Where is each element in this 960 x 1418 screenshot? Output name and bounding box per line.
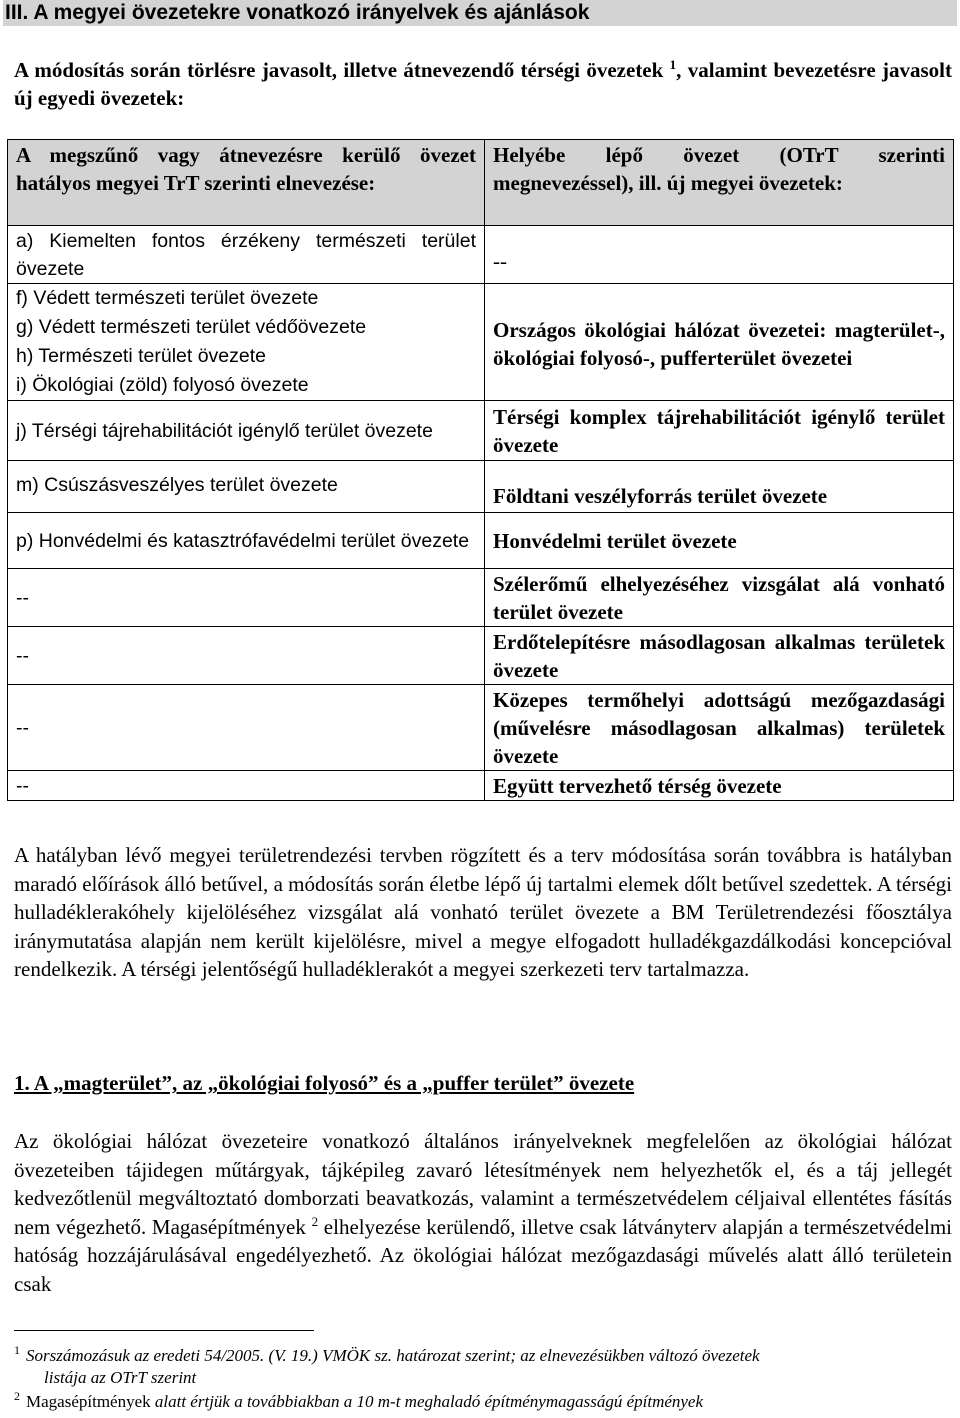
table-row — [8, 461, 954, 513]
table-row — [8, 771, 954, 801]
zone-table — [7, 139, 954, 801]
table-cell-new-zone: Erdőtelepítésre másodlagosan alkalmas területek övezete — [485, 627, 954, 685]
paragraph-1: A hatályban lévő megyei területrendezési tervben rögzített és a terv módosítása során továbbra is hatályban maradó előírások álló betűvel, a módosítás során életbe lépő új tartalmi elemek dőlt betűvel szedettek. A térségi hulladéklerakóhely kijelöléséhez vizsgálat alá vonható terület övezete a BM Területrendezési főosztálya iránymutatása alapján nem került kijelölésre, mivel a megye elfogadott hulladékgazdálkodási koncepcióval rendelkezik. A térségi jelentőségű hulladéklerakót a megyei szerkezeti terv tartalmazza. — [14, 843, 952, 981]
paragraph-2-text-before: Az ökológiai hálózat övezeteire vonatkozó általános irányelveknek megfelelően az ökológiai hálózat övezeteiben tájidegen műtárgyak, tájképileg zavaró létesítmények nem helyezhetők el, és a táj jellegét kedvezőtlenül megváltoztató domborzati beavatkozás, valamint a természetvédelem céljaival ellentétes fásítás nem végezhető. Magasépítmények — [14, 1129, 952, 1239]
table-cell-old-zone: -- — [8, 685, 485, 771]
table-cell-new-zone: Földtani veszélyforrás terület övezete — [485, 461, 954, 513]
table-cell-old-zone: m) Csúszásveszélyes terület övezete — [8, 461, 485, 513]
footnote-continuation: listája az OTrT szerint — [44, 1368, 197, 1387]
table-header-row — [8, 140, 954, 226]
footnote-text: Sorszámozásuk az eredeti 54/2005. (V. 19.) VMÖK sz. határozat szerint; az elnevezésükben változó övezetek — [26, 1346, 760, 1365]
table-cell-old-zone: f) Védett természeti terület övezete g) Védett természeti terület védőövezete h) Természeti terület övezete i) Ökológiai (zöld) folyosó övezete — [8, 284, 485, 401]
table-cell-new-zone: Országos ökológiai hálózat övezetei: magterület-, ökológiai folyosó-, pufferterület övezetei — [485, 284, 954, 401]
table-cell-old-zone: p) Honvédelmi és katasztrófavédelmi terület övezete — [8, 513, 485, 569]
table-cell-old-zone: j) Térségi tájrehabilitációt igénylő terület övezete — [8, 401, 485, 461]
section-heading: III. A megyei övezetekre vonatkozó irányelvek és ajánlások — [3, 0, 957, 26]
intro-text-before: A módosítás során törlésre javasolt, illetve átnevezendő térségi övezetek — [14, 58, 664, 82]
table-cell-old-zone: a) Kiemelten fontos érzékeny természeti terület övezete — [8, 226, 485, 284]
footnote-number: 1 — [14, 1343, 20, 1358]
table-row — [8, 569, 954, 627]
footnote-2 — [14, 1391, 952, 1413]
table-header-right: Helyébe lépő övezet (OTrT szerinti megnevezéssel), ill. új megyei övezetek: — [485, 140, 954, 226]
table-cell-new-zone: Honvédelmi terület övezete — [485, 513, 954, 569]
table-cell-new-zone: Térségi komplex tájrehabilitációt igénylő terület övezete — [485, 401, 954, 461]
table-header-left: A megszűnő vagy átnevezésre kerülő övezet hatályos megyei TrT szerinti elnevezése: — [8, 140, 485, 226]
table-row — [8, 226, 954, 284]
paragraph-2 — [14, 1127, 952, 1298]
subsection-title: 1. A „magterület”, az „ökológiai folyosó” és a „puffer terület” övezete — [14, 1071, 635, 1095]
table-cell-new-zone: -- — [485, 226, 954, 284]
footnote-lead: Magasépítmények — [26, 1392, 151, 1411]
table-cell-new-zone: Szélerőmű elhelyezéséhez vizsgálat alá vonható terület övezete — [485, 569, 954, 627]
footnote-ref-1[interactable]: 1 — [669, 57, 677, 72]
paragraph-2-text-after: elhelyezése kerülendő, illetve csak látványterv alapján a természetvédelmi hatóság hozzájárulásával engedélyezhető. Az ökológiai hálózat mezőgazdasági művelés alatt álló területein csak — [14, 1214, 952, 1296]
table-cell-new-zone: Együtt tervezhető térség övezete — [485, 771, 954, 801]
footnote-1 — [14, 1345, 952, 1389]
table-cell-old-zone: -- — [8, 771, 485, 801]
table-cell-new-zone: Közepes termőhelyi adottságú mezőgazdasági (művelésre másodlagosan alkalmas) területek övezete — [485, 685, 954, 771]
table-cell-old-zone: -- — [8, 569, 485, 627]
table-row — [8, 685, 954, 771]
footnote-text: alatt értjük a továbbiakban a 10 m-t meghaladó építménymagasságú építmények — [150, 1392, 704, 1411]
footnote-number: 2 — [14, 1389, 20, 1404]
table-row — [8, 513, 954, 569]
footnote-ref-2[interactable]: 2 — [311, 1213, 319, 1229]
intro-text-after: , valamint bevezetésre javasolt új egyedi övezetek: — [14, 58, 952, 110]
table-row — [8, 401, 954, 461]
footnote-separator — [14, 1330, 314, 1331]
table-row — [8, 627, 954, 685]
table-row — [8, 284, 954, 401]
intro-text — [14, 56, 952, 112]
table-cell-old-zone: -- — [8, 627, 485, 685]
